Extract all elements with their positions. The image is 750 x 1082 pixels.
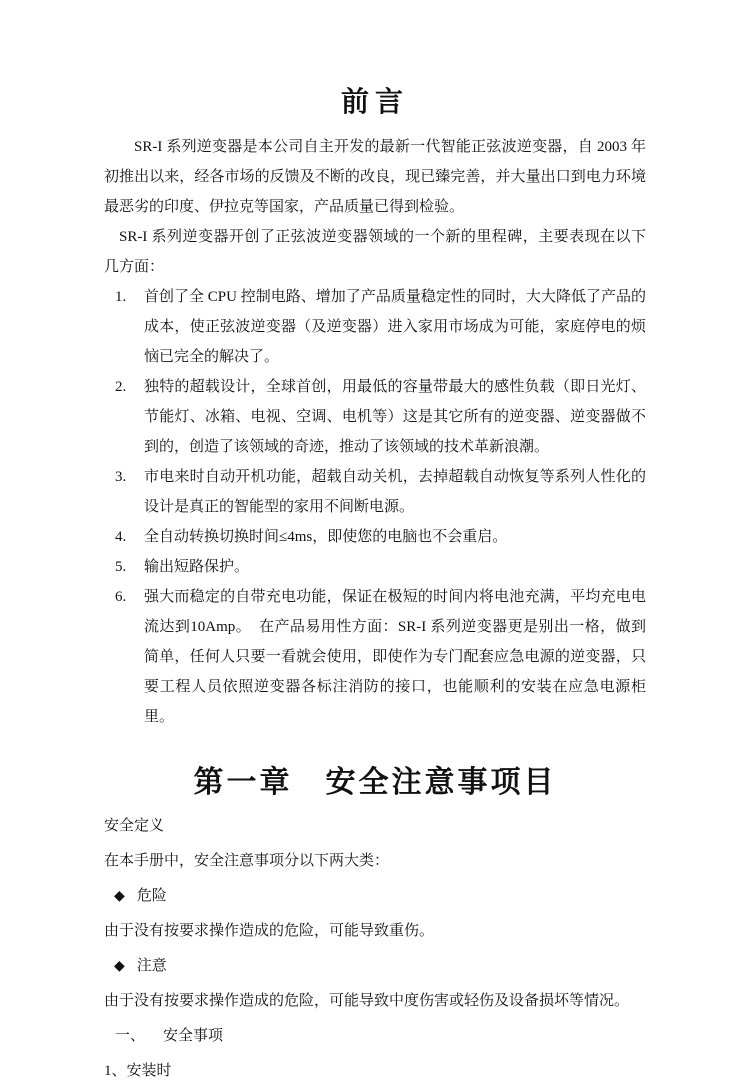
feature-number: 2.	[115, 379, 127, 395]
feature-item-1	[104, 282, 646, 372]
feature-number: 1.	[115, 289, 127, 305]
feature-list	[104, 282, 646, 732]
feature-number: 5.	[115, 559, 127, 575]
safety-items-label: 安全事项	[163, 1028, 224, 1044]
danger-notice-heading	[104, 886, 646, 907]
feature-item-4	[104, 522, 646, 552]
diamond-bullet-icon: ◆	[114, 889, 125, 904]
feature-item-6	[104, 582, 646, 732]
notice-label-caution: 注意	[136, 958, 167, 974]
notice-label-danger: 危险	[136, 888, 167, 904]
danger-notice-description: 由于没有按要求操作造成的危险，可能导致重伤。	[104, 923, 435, 939]
chapter-title: 第一章 安全注意事项目	[193, 766, 557, 799]
safety-definition-heading: 安全定义	[104, 818, 165, 834]
caution-notice-heading	[104, 956, 646, 977]
preface-intro-paragraph: SR-I 系列逆变器是本公司自主开发的最新一代智能正弦波逆变器，自 2003 年初推出以来，经各市场的反馈及不断的改良，现已臻完善，并大量出口到电力环境最恶劣的印度、伊拉克等国家，产品质量已得到检验。	[104, 139, 646, 215]
feature-text: 首创了全 CPU 控制电路、增加了产品质量稳定性的同时，大大降低了产品的成本，使正弦波逆变器（及逆变器）进入家用市场成为可能，家庭停电的烦恼已完全的解决了。	[144, 289, 646, 365]
feature-text: 独特的超载设计，全球首创，用最低的容量带最大的感性负载（即日光灯、节能灯、冰箱、电视、空调、电机等）这是其它所有的逆变器、逆变器做不到的，创造了该领域的奇迹，推动了该领域的技术革新浪潮。	[144, 379, 646, 455]
feature-text: 市电来时自动开机功能，超载自动关机，去掉超载自动恢复等系列人性化的设计是真正的智能型的家用不间断电源。	[144, 469, 646, 515]
feature-number: 4.	[115, 529, 127, 545]
safety-definition-intro: 在本手册中，安全注意事项分以下两大类：	[104, 853, 390, 869]
caution-notice-description: 由于没有按要求操作造成的危险，可能导致中度伤害或轻伤及设备损坏等情况。	[104, 993, 630, 1009]
preface-title: 前言	[340, 87, 409, 118]
feature-item-2	[104, 372, 646, 462]
diamond-bullet-icon: ◆	[114, 959, 125, 974]
feature-text: 输出短路保护。	[144, 559, 250, 575]
feature-item-5	[104, 552, 646, 582]
feature-number: 6.	[115, 589, 127, 605]
feature-text: 全自动转换切换时间≤4ms，即使您的电脑也不会重启。	[144, 529, 508, 545]
feature-text: 强大而稳定的自带充电功能，保证在极短的时间内将电池充满，平均充电电流达到10Amp。 在产品易用性方面：SR-I 系列逆变器更是别出一格，做到简单，任何人只要一看就会使用，即使作为专门配套应急电源的逆变器，只要工程人员依照逆变器各标注消防的接口，也能顺利的安装在应急电源柜里。	[144, 589, 646, 725]
feature-item-3	[104, 462, 646, 522]
section-number: 一、	[115, 1028, 146, 1044]
install-subheading: 1、安装时	[104, 1063, 172, 1079]
safety-items-heading	[104, 1026, 646, 1047]
preface-lead-paragraph: SR-I 系列逆变器开创了正弦波逆变器领域的一个新的里程碑，主要表现在以下几方面：	[104, 229, 646, 275]
feature-number: 3.	[115, 469, 127, 485]
